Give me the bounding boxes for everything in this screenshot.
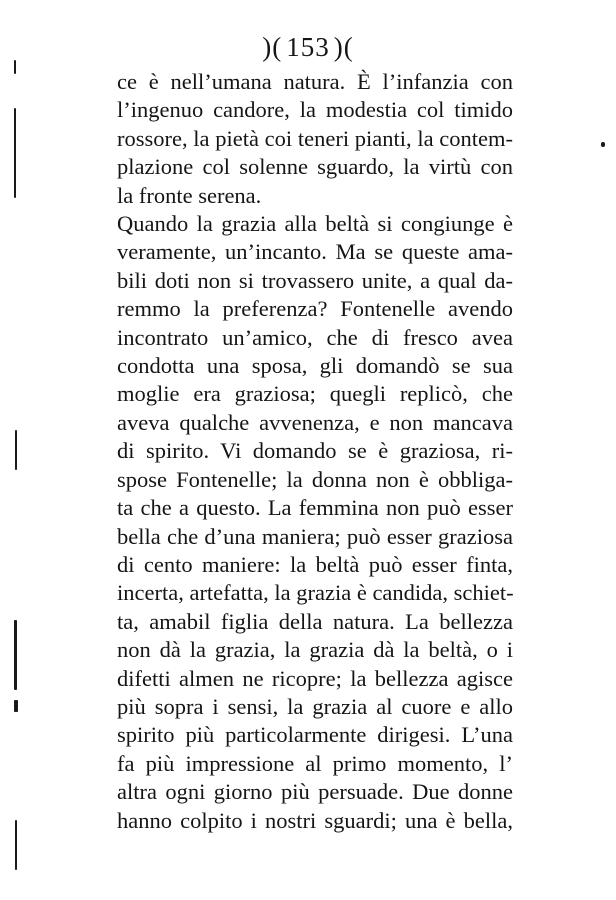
text-line: aveva qualche avvenenza, e non mancava [117,409,513,435]
text-line: l’ingenuo candore, la modestia col timido [117,97,513,123]
header-ornament-right: )( [333,32,354,62]
text-line: veramente, un’incanto. Ma se queste ama- [117,239,513,265]
text-line: di spirito. Vi domando se è graziosa, ri- [117,438,513,464]
scan-mark [14,620,17,690]
text-line: di cento maniere: la beltà può esser finta, [117,551,513,577]
text-line: fa più impressione al primo momento, l’ [117,750,513,776]
text-line: non dà la grazia, la grazia dà la beltà, o i [117,637,513,663]
text-line: bella che d’una maniera; può esser graziosa [117,523,513,549]
text-line: ce è nell’umana natura. È l’infanzia con [117,69,513,94]
ink-dot [601,142,605,147]
text-line: ta che a questo. La femmina non può esser [117,495,513,521]
page-number: 153 [286,32,330,62]
scan-mark [15,430,17,470]
header-ornament-left: )( [262,32,283,62]
text-line: incontrato un’amico, che di fresco avea [117,324,513,350]
paragraph-start-line: Quando la grazia alla beltà si congiunge è [117,211,513,237]
text-line: più sopra i sensi, la grazia al cuore e allo [117,693,513,719]
text-line: condotta una sposa, gli domandò se sua [117,353,513,379]
text-line: altra ogni giorno più persuade. Due donne [117,779,513,805]
scan-mark [15,820,17,870]
text-line: hanno colpito i nostri sguardi; una è bella, [117,807,513,833]
text-line: ta, amabil figlia della natura. La bellezza [117,608,513,634]
text-line: spirito più particolarmente dirigesi. L’una [117,722,513,748]
body-text [117,68,513,835]
binding-edge [14,60,17,880]
scan-mark [14,700,18,712]
page-header [0,32,616,63]
scan-mark [14,60,16,74]
text-line: moglie era graziosa; quegli replicò, che [117,381,513,407]
text-line: bili doti non si trovassero unite, a qual da- [117,267,513,293]
text-line: rossore, la pietà coi teneri pianti, la contem- [117,125,513,151]
text-line: remmo la preferenza? Fontenelle avendo [117,296,513,322]
text-line: la fronte serena. [117,182,262,208]
scan-mark [14,108,16,198]
text-line: difetti almen ne ricopre; la bellezza agisce [117,665,513,691]
text-line: spose Fontenelle; la donna non è obbliga- [117,466,513,492]
text-line: plazione col solenne sguardo, la virtù con [117,154,513,180]
text-line: incerta, artefatta, la grazia è candida, schiet- [117,580,514,606]
